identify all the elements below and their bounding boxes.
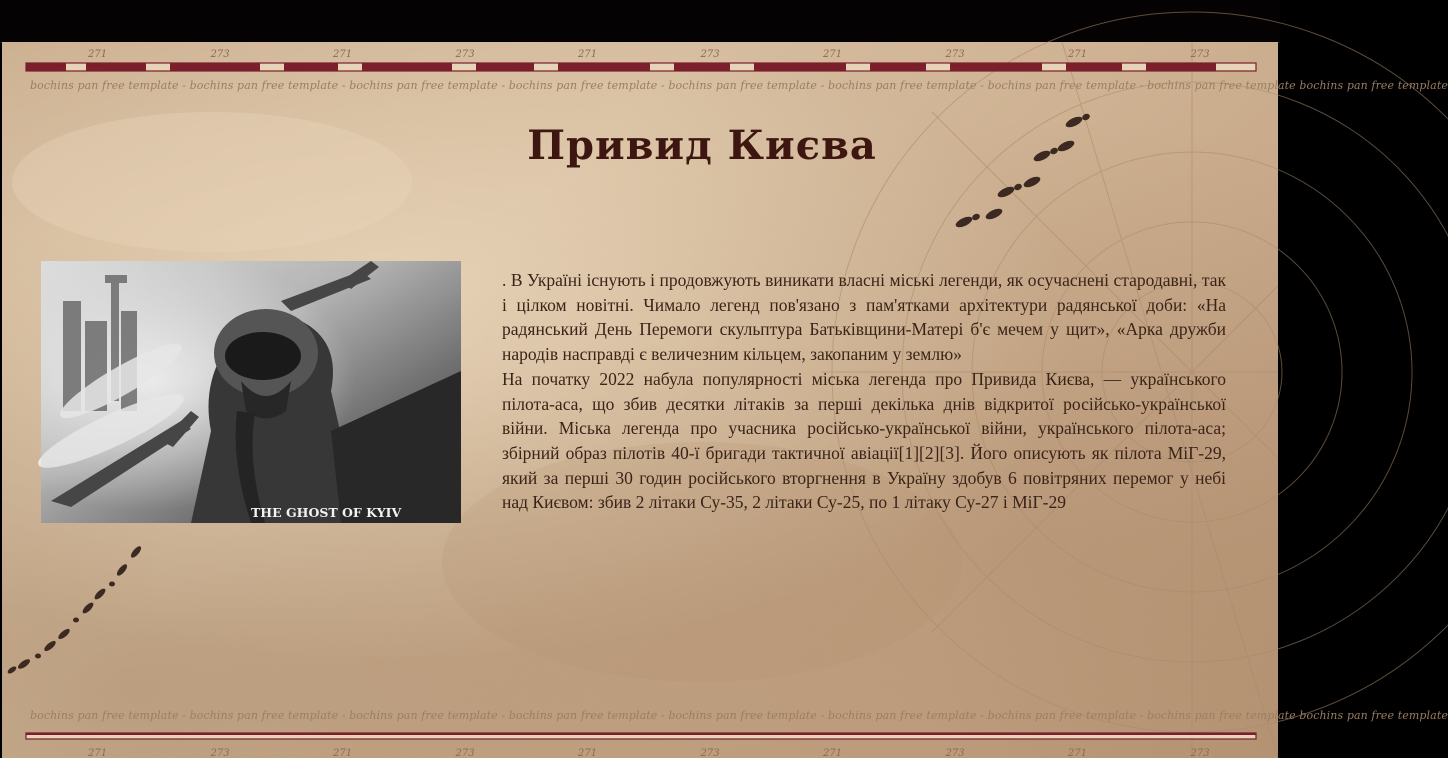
- paragraph-urban-legends: . В Україні існують і продовжують виникати власні міські легенди, як осучаснені стародавні, так і цілком новітні. Чимало легенд пов'язано з пам'ятками архітектури радянської доби: «На радянський День Перемоги скульптура Батьківщини-Матері б'є мечем у щит», «Арка дружби народів насправді є величезним кільцем, закопаним у землю»: [502, 270, 1226, 365]
- ruler-label: 271: [578, 49, 598, 60]
- top-ruler: [26, 63, 1256, 71]
- slide-canvas: [2, 42, 1448, 758]
- template-watermark-bottom: bochins pan free template - bochins pan free template - bochins pan free template - bochins pan free template - bochins pan free template - bochins pan free template - bochins pan free template - bochins pan free template bochins pan free template: [30, 709, 1448, 722]
- bottom-ruler-labels: [87, 748, 1210, 758]
- body-text: [502, 268, 1226, 515]
- ruler-label: 271: [1068, 748, 1088, 758]
- ruler-label: 273: [1190, 748, 1210, 758]
- slide-title: Привид Києва: [527, 122, 877, 169]
- template-watermark-top: bochins pan free template - bochins pan free template - bochins pan free template - bochins pan free template - bochins pan free template - bochins pan free template - bochins pan free template - bochins pan free template bochins pan free template: [30, 79, 1448, 92]
- bottom-ruler: [26, 733, 1256, 739]
- footprints-icon: [6, 545, 142, 675]
- ruler-label: 271: [333, 49, 353, 60]
- top-black-bar: [0, 0, 1280, 43]
- ruler-label: 273: [455, 49, 475, 60]
- ruler-label: 271: [333, 748, 353, 758]
- ghost-of-kyiv-image: [41, 261, 461, 523]
- ruler-label: 271: [823, 748, 843, 758]
- ruler-label: 273: [945, 49, 965, 60]
- ruler-label: 273: [700, 49, 720, 60]
- paragraph-ghost-of-kyiv: На початку 2022 набула популярності міська легенда про Привида Києва, — українського пілота-аса, що збив десятки літаків за перші декілька днів відкритої російсько-української війни. Міська легенда про учасника російсько-української війни, українського пілота-аса; збірний образ пілотів 40-ї бригади тактичної авіації[1][2][3]. Його описують як пілота МіГ-29, який за перші 30 годин російського вторгнення в Україну здобув 6 повітряних перемог у небі над Києвом: збив 2 літаки Су-35, 2 літаки Су-25, по 1 літаку Су-27 і МіГ-29: [502, 368, 1226, 513]
- ruler-label: 271: [88, 49, 108, 60]
- ruler-label: 273: [945, 748, 965, 758]
- top-ruler-labels: [87, 49, 1210, 60]
- ruler-label: 273: [455, 748, 475, 758]
- ruler-label: 271: [578, 748, 598, 758]
- ruler-label: 271: [1068, 49, 1088, 60]
- ruler-label: 271: [88, 748, 108, 758]
- image-caption: THE GHOST OF KYIV: [251, 505, 402, 520]
- ruler-label: 271: [823, 49, 843, 60]
- ruler-label: 273: [210, 49, 230, 60]
- ruler-label: 273: [1190, 49, 1210, 60]
- ruler-label: 273: [210, 748, 230, 758]
- ruler-label: 273: [700, 748, 720, 758]
